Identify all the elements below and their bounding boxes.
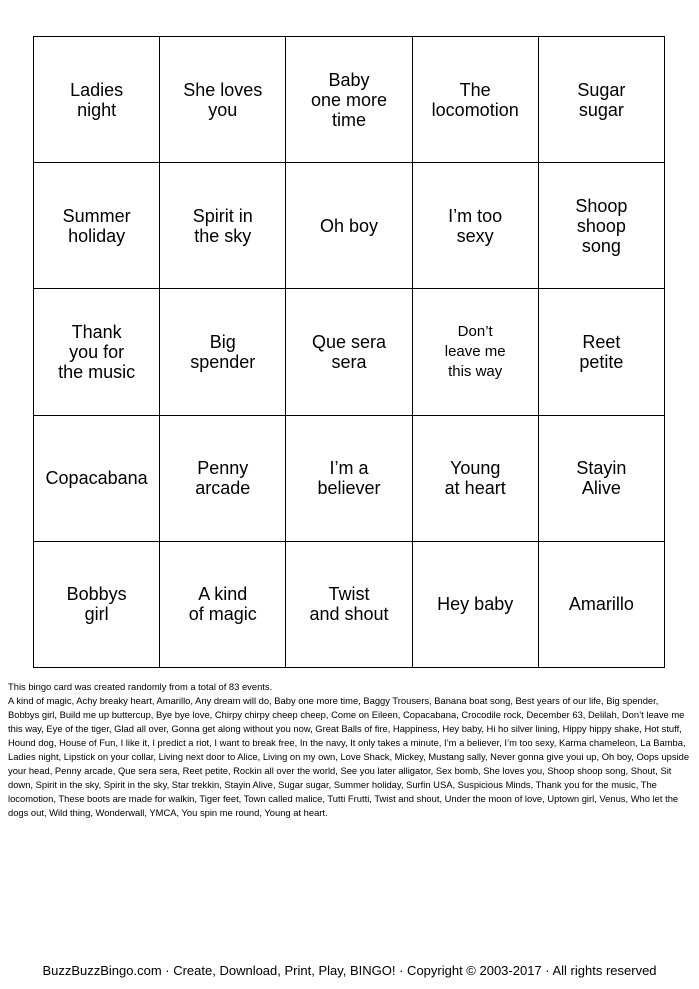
bingo-cell: [286, 37, 412, 163]
bingo-cell: [160, 37, 286, 163]
bingo-cell: [34, 416, 160, 542]
bingo-cell-text: Shoop shoop song: [575, 195, 628, 256]
bingo-cell-text: Stayin Alive: [576, 458, 627, 499]
bingo-cell-text: A kind of magic: [188, 584, 257, 625]
bingo-cell: [413, 542, 539, 668]
bingo-cell-text: Sugar sugar: [577, 79, 626, 120]
bingo-cell: [34, 542, 160, 668]
bingo-cell: [539, 542, 665, 668]
bingo-cell: [160, 416, 286, 542]
bingo-cell: [539, 37, 665, 163]
bingo-cell: [286, 163, 412, 289]
bingo-cell: [286, 416, 412, 542]
bingo-cell-text: Spirit in the sky: [192, 205, 253, 246]
bingo-cell-text: Penny arcade: [195, 458, 251, 499]
bingo-cell-text: Copacabana: [45, 468, 148, 489]
bingo-cell-text: Baby one more time: [310, 69, 388, 130]
copyright-footer: BuzzBuzzBingo.com · Create, Download, Print, Play, BINGO! · Copyright © 2003-2017 · All rights reserved: [42, 963, 657, 978]
bingo-cell: [413, 289, 539, 415]
bingo-cell-text: Reet petite: [579, 331, 624, 372]
bingo-cell-text: Oh boy: [319, 215, 379, 236]
bingo-cell-text: Big spender: [190, 331, 256, 372]
bingo-cell-text: I’m a believer: [317, 458, 381, 499]
notes-intro: This bingo card was created randomly from a total of 83 events.: [8, 681, 273, 692]
bingo-cell-text: Bobbys girl: [66, 584, 127, 625]
bingo-cell: [160, 289, 286, 415]
events-list: A kind of magic, Achy breaky heart, Amarillo, Any dream will do, Baby one more time, Baggy Trousers, Banana boat song, Best years of our life, Big spender, Bobbys girl, Build me up buttercup, Bye bye love, Chirpy chirpy cheep cheep, Come on Eileen, Copacabana, Crocodile rock, December 63, Delilah, Don’t leave me this way, Eye of the tiger, Glad all over, Gonna get along without you now, Great Balls of fire, Happiness, Hey baby, Hi ho silver lining, Hippy hippy shake, Hot stuff, Hound dog, House of Fun, I like it, I predict a riot, I want to break free, In the navy, It only takes a minute, I’m a believer, I’m too sexy, Karma chameleon, La Bamba, Ladies night, Lipstick on your collar, Living next door to Alice, Living on my own, Love Shack, Mickey, Mustang sally, Never gonna give youi up, Oh boy, Oops upside your head, Penny arcade, Que sera sera, Reet petite, Rockin all over the world, See you later alligator, Sex bomb, She loves you, Shoop shoop song, Shout, Sit down, Spirit in the sky, Spirit in the sky, Star trekkin, Stayin Alive, Sugar sugar, Summer holiday, Surfin USA, Suspicious Minds, Thank you for the music, The locomotion, These boots are made for walkin, Tiger feet, Town called malice, Tutti Frutti, Twist and shout, Under the moon of love, Uptown girl, Venus, Who let the dogs out, Wild thing, Wonderwall, YMCA, You spin me round, Young at heart.: [8, 695, 690, 818]
bingo-cell-text: She loves you: [183, 79, 263, 120]
bingo-cell: [34, 163, 160, 289]
bingo-cell-text: Ladies night: [70, 79, 124, 120]
bingo-cell-text: I’m too sexy: [448, 205, 503, 246]
bingo-cell-text: Don’t leave me this way: [444, 322, 506, 380]
bingo-cell-text: Que sera sera: [311, 331, 387, 372]
bingo-cell-text: Young at heart: [444, 458, 506, 499]
bingo-cell: [160, 163, 286, 289]
bingo-cell: [413, 163, 539, 289]
bingo-card-grid: [33, 36, 665, 668]
bingo-cell: [160, 542, 286, 668]
bingo-cell-text: Summer holiday: [62, 205, 131, 246]
bingo-cell: [34, 289, 160, 415]
bingo-cell: [34, 37, 160, 163]
bingo-cell-text: Hey baby: [437, 594, 514, 615]
bingo-cell-text: Twist and shout: [309, 584, 389, 625]
bingo-cell: [539, 289, 665, 415]
bingo-cell: [539, 163, 665, 289]
bingo-cell: [286, 542, 412, 668]
bingo-cell: [413, 416, 539, 542]
bingo-cell-text: The locomotion: [431, 79, 519, 120]
bingo-cell-text: Amarillo: [568, 594, 634, 615]
bingo-cell: [539, 416, 665, 542]
bingo-cell-text: Thank you for the music: [58, 321, 136, 382]
bingo-cell: [286, 289, 412, 415]
bingo-cell: [413, 37, 539, 163]
card-notes: [8, 680, 692, 820]
